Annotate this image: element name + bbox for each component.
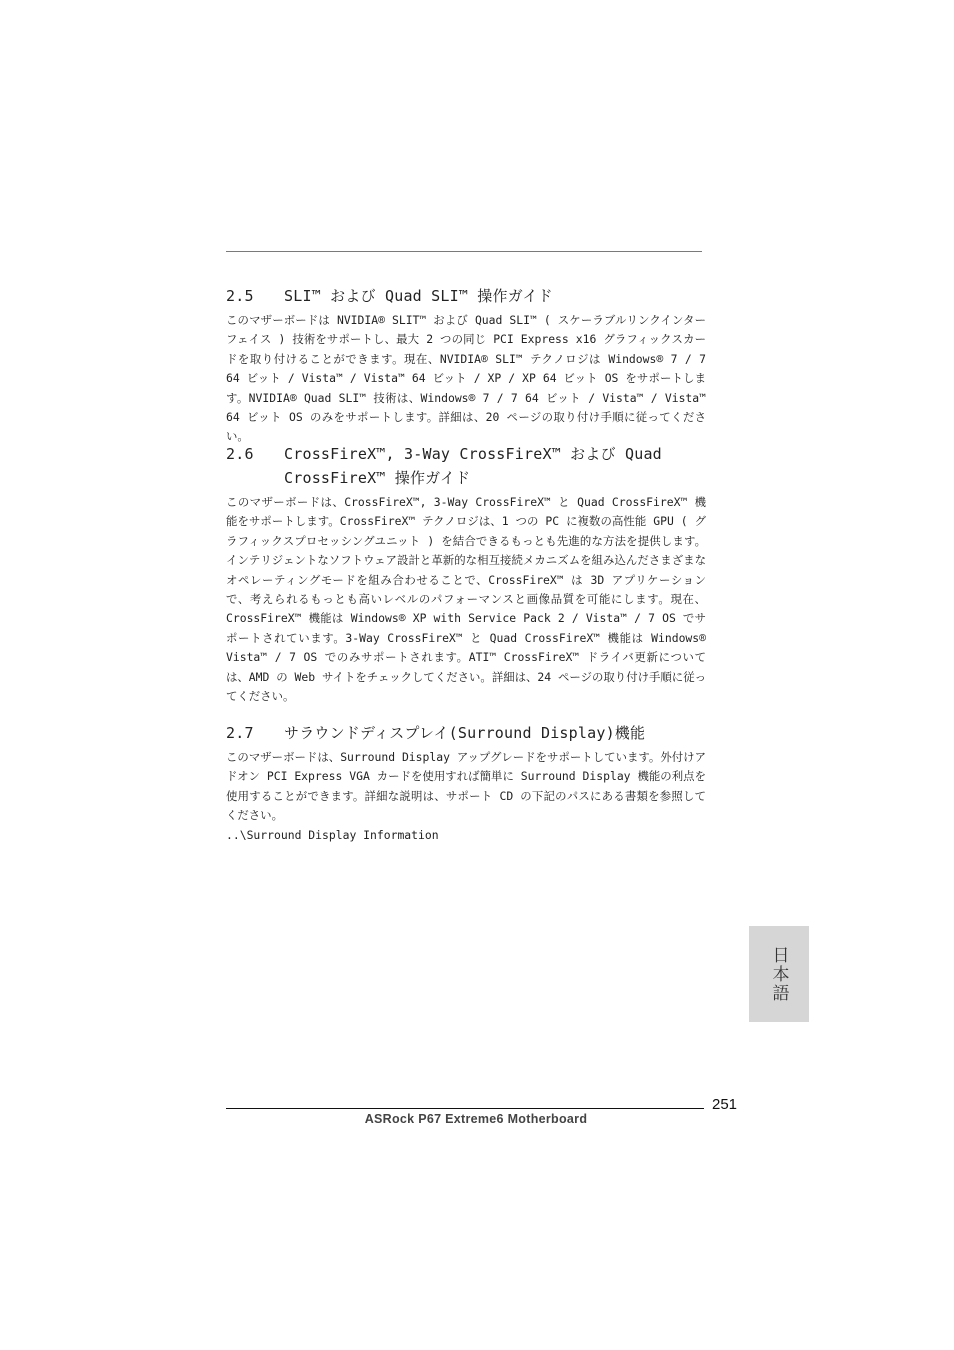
section-title: SLI™ および Quad SLI™ 操作ガイド xyxy=(284,287,553,305)
section-body: このマザーボードは、Surround Display アップグレードをサポートしています。外付けアドオン PCI Express VGA カードを使用すれば簡単に Surround Display 機能の利点を使用することができます。詳細な説明は、サポート CD の下記のパスにある書類を参照してください。 xyxy=(226,750,706,823)
section-heading xyxy=(226,442,706,490)
section-2-6 xyxy=(226,442,706,706)
section-title: CrossFireX™, 3-Way CrossFireX™ および Quad CrossFireX™ 操作ガイド xyxy=(284,445,662,487)
section-body: このマザーボードは NVIDIA® SLIT™ および Quad SLI™ ( スケーラブルリンクインターフェイス ) 技術をサポートし、最大 2 つの同じ PCI Express x16 グラフィックスカードを取り付けることができます。現在、NVIDIA® SLI™ テクノロジは Windows® 7 / 7 64 ビット / Vista™ / Vista™ 64 ビット / XP / XP 64 ビット OS をサポートします。NVIDIA® Quad SLI™ 技術は、Windows® 7 / 7 64 ビット / Vista™ / Vista™ 64 ビット OS のみをサポートします。詳細は、20 ページの取り付け手順に従ってください。 xyxy=(226,313,706,444)
section-number: 2.5 xyxy=(226,287,254,305)
section-2-7 xyxy=(226,721,706,845)
section-number: 2.6 xyxy=(226,445,254,463)
section-heading xyxy=(226,284,706,308)
top-divider xyxy=(226,251,702,252)
language-tab-label: 日本語 xyxy=(768,945,789,1003)
section-body: このマザーボードは、CrossFireX™, 3-Way CrossFireX™ と Quad CrossFireX™ 機能をサポートします。CrossFireX™ テクノロジは、1 つの PC に複数の高性能 GPU ( グラフィックスプロセッシングユニット ) を結合できるもっとも先進的な方法を提供します。インテリジェントなソフトウェア設計と革新的な相互接続メカニズムを組み込んださまざまなオペレーティングモードを組み合わせることで、CrossFireX™ は 3D アプリケーションで、考えられるもっとも高いレベルのパフォーマンスと画像品質を可能にします。現在、CrossFireX™ 機能は Windows® XP with Service Pack 2 / Vista™ / 7 OS でサポートされています。3-Way CrossFireX™ と Quad CrossFireX™ 機能は Windows® Vista™ / 7 OS でのみサポートされます。ATI™ CrossFireX™ ドライバ更新については、AMD の Web サイトをチェックしてください。詳細は、24 ページの取り付け手順に従ってください。 xyxy=(226,495,706,704)
section-title: サラウンドディスプレイ(Surround Display)機能 xyxy=(284,724,646,742)
section-number: 2.7 xyxy=(226,724,254,742)
footer-divider xyxy=(226,1108,704,1109)
section-2-5 xyxy=(226,284,706,447)
page-number: 251 xyxy=(712,1096,738,1113)
section-heading xyxy=(226,721,706,745)
footer-title: ASRock P67 Extreme6 Motherboard xyxy=(364,1112,588,1126)
language-tab xyxy=(749,926,809,1022)
document-path: ..\Surround Display Information xyxy=(226,827,439,842)
